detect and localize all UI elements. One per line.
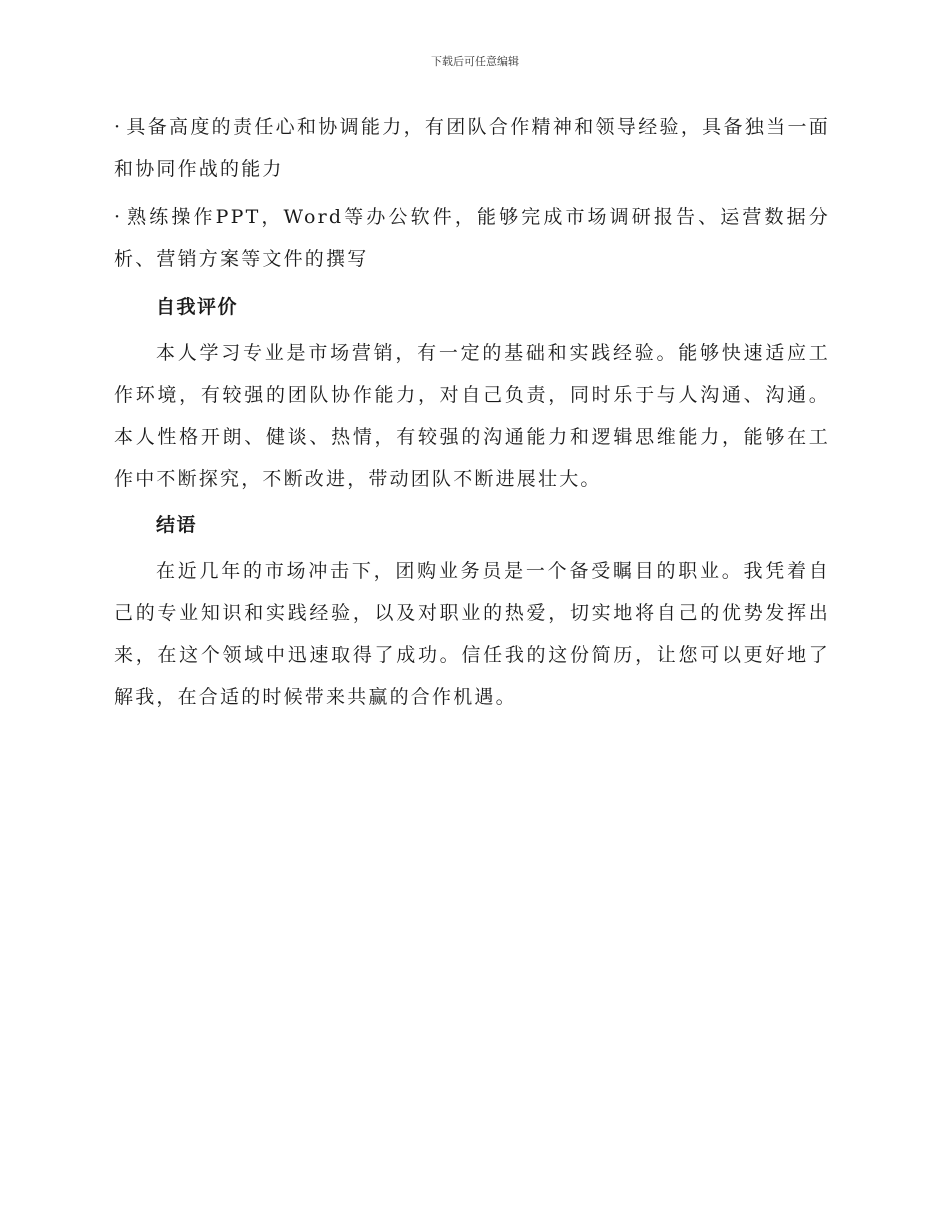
- skill-bullet-2: [114, 196, 830, 280]
- bullet-text: 具备高度的责任心和协调能力，有团队合作精神和领导经验，具备独当一面和协同作战的能力: [114, 116, 830, 180]
- document-body: [114, 106, 830, 718]
- skill-bullet-1: [114, 106, 830, 190]
- self-evaluation-paragraph: 本人学习专业是市场营销，有一定的基础和实践经验。能够快速适应工作环境，有较强的团队协作能力，对自己负责，同时乐于与人沟通、沟通。本人性格开朗、健谈、热情，有较强的沟通能力和逻辑思维能力，能够在工作中不断探究，不断改进，带动团队不断进展壮大。: [114, 342, 830, 490]
- conclusion-paragraph: 在近几年的市场冲击下，团购业务员是一个备受瞩目的职业。我凭着自己的专业知识和实践经验，以及对职业的热爱，切实地将自己的优势发挥出来，在这个领域中迅速取得了成功。信任我的这份简历，让您可以更好地了解我，在合适的时候带来共赢的合作机遇。: [114, 560, 830, 708]
- conclusion-heading: 结语: [156, 514, 198, 536]
- bullet-text: 熟练操作PPT，Word等办公软件，能够完成市场调研报告、运营数据分析、营销方案等文件的撰写: [114, 206, 830, 270]
- page-header: 下载后可任意编辑: [431, 55, 519, 68]
- self-evaluation-heading: 自我评价: [156, 296, 239, 318]
- bullet-dot: ·: [114, 206, 123, 228]
- bullet-dot: ·: [114, 116, 123, 138]
